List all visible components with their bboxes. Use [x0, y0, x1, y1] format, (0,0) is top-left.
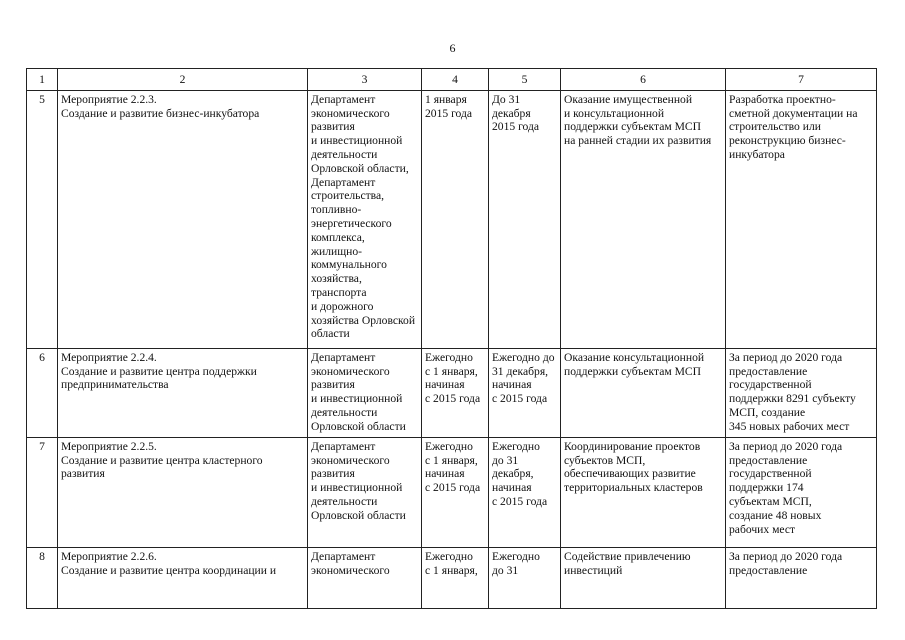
header-cell-4: 4: [422, 69, 489, 91]
header-cell-6: 6: [561, 69, 726, 91]
end-date-text: Ежегодно до 31: [492, 549, 540, 577]
result-text: За период до 2020 года предоставление государственной поддержки 174 субъектам МСП, создание 48 новых рабочих мест: [729, 439, 843, 536]
result-text: Разработка проектно- сметной документации на строительство или реконструкцию бизнес- инкубатора: [729, 92, 858, 161]
result-cell: [726, 437, 877, 547]
table-row: [27, 90, 877, 348]
content-cell: [561, 547, 726, 608]
end-date-cell: [489, 437, 561, 547]
header-cell-7: 7: [726, 69, 877, 91]
executor-text: Департамент экономического: [311, 549, 390, 577]
end-date-cell: [489, 547, 561, 608]
start-date-cell: [422, 348, 489, 437]
start-date-text: Ежегодно с 1 января, начиная с 2015 года: [425, 350, 481, 406]
row-number: 6: [27, 348, 58, 437]
table-row: [27, 348, 877, 437]
content-text: Координирование проектов субъектов МСП, обеспечивающих развитие территориальных кластеров: [564, 439, 703, 495]
content-text: Содействие привлечению инвестиций: [564, 549, 691, 577]
executor-cell: [308, 90, 422, 348]
start-date-cell: [422, 90, 489, 348]
start-date-text: 1 января 2015 года: [425, 92, 473, 120]
executor-text: Департамент экономического развития и инвестиционной деятельности Орловской области, Департамент строительства, топливно- энергетического комплекса, жилищно- коммунального хозяйства, транспорта и дорожного хозяйства Орловской области: [311, 92, 416, 341]
end-date-cell: [489, 348, 561, 437]
table-row: [27, 437, 877, 547]
executor-cell: [308, 348, 422, 437]
result-cell: [726, 348, 877, 437]
header-cell-2: 2: [58, 69, 308, 91]
result-text: За период до 2020 года предоставление государственной поддержки 8291 субъекту МСП, создание 345 новых рабочих мест: [729, 350, 856, 433]
event-cell: [58, 437, 308, 547]
executor-text: Департамент экономического развития и инвестиционной деятельности Орловской области: [311, 439, 406, 522]
end-date-text: Ежегодно до 31 декабря, начиная с 2015 года: [492, 439, 548, 508]
result-text: За период до 2020 года предоставление: [729, 549, 843, 577]
row-number: 8: [27, 547, 58, 608]
event-cell: [58, 547, 308, 608]
end-date-text: До 31 декабря 2015 года: [492, 92, 540, 134]
row-number: 5: [27, 90, 58, 348]
end-date-cell: [489, 90, 561, 348]
start-date-cell: [422, 547, 489, 608]
start-date-text: Ежегодно с 1 января,: [425, 549, 478, 577]
event-cell: [58, 348, 308, 437]
executor-text: Департамент экономического развития и инвестиционной деятельности Орловской области: [311, 350, 406, 433]
event-text: Мероприятие 2.2.3. Создание и развитие бизнес-инкубатора: [61, 92, 260, 120]
content-text: Оказание консультационной поддержки субъектам МСП: [564, 350, 705, 378]
content-cell: [561, 90, 726, 348]
result-cell: [726, 547, 877, 608]
content-cell: [561, 437, 726, 547]
header-cell-5: 5: [489, 69, 561, 91]
content-text: Оказание имущественной и консультационной поддержки субъектам МСП на ранней стадии их развития: [564, 92, 712, 148]
start-date-text: Ежегодно с 1 января, начиная с 2015 года: [425, 439, 481, 495]
table-row: [27, 547, 877, 608]
event-cell: [58, 90, 308, 348]
content-cell: [561, 348, 726, 437]
start-date-cell: [422, 437, 489, 547]
header-cell-1: 1: [27, 69, 58, 91]
measures-table: [26, 68, 877, 609]
event-text: Мероприятие 2.2.4. Создание и развитие центра поддержки предпринимательства: [61, 350, 257, 392]
executor-cell: [308, 437, 422, 547]
header-cell-3: 3: [308, 69, 422, 91]
result-cell: [726, 90, 877, 348]
header-row: [27, 69, 877, 91]
page-number: 6: [449, 41, 456, 55]
event-text: Мероприятие 2.2.5. Создание и развитие центра кластерного развития: [61, 439, 263, 481]
executor-cell: [308, 547, 422, 608]
row-number: 7: [27, 437, 58, 547]
event-text: Мероприятие 2.2.6. Создание и развитие центра координации и: [61, 549, 277, 577]
end-date-text: Ежегодно до 31 декабря, начиная с 2015 года: [492, 350, 555, 406]
